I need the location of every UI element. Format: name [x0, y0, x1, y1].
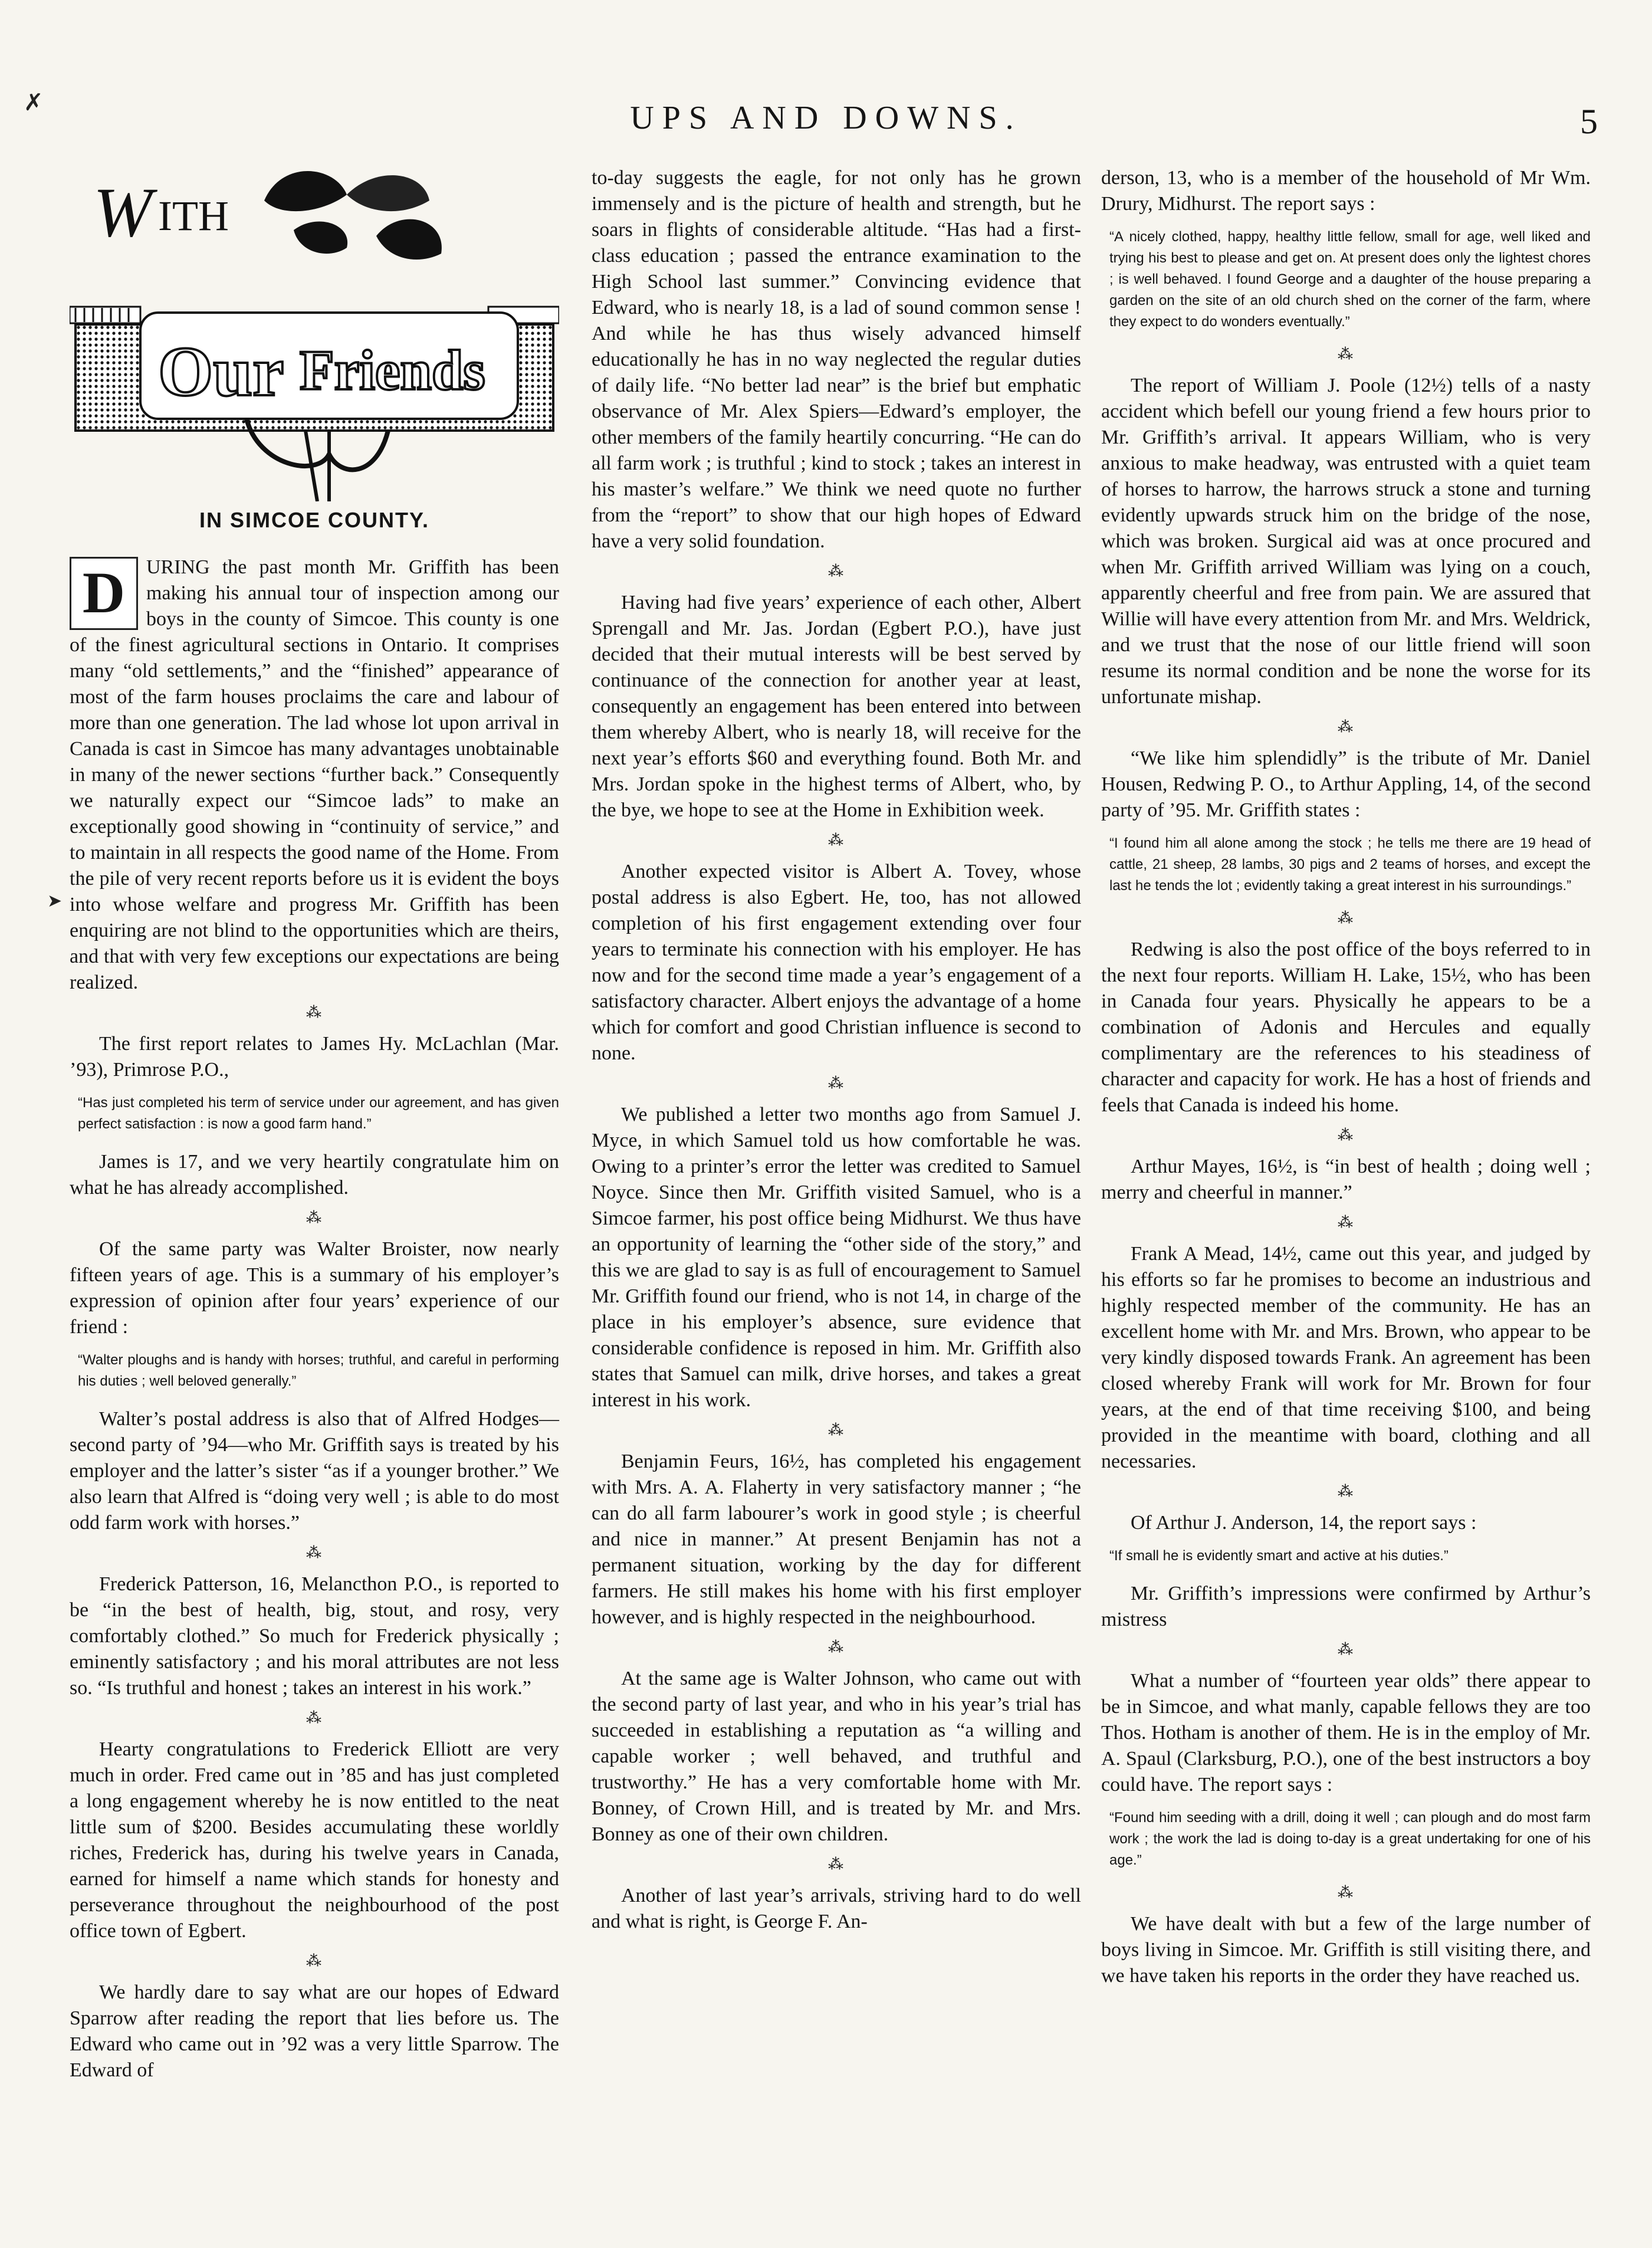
asterism-icon: ⁂: [828, 1856, 845, 1873]
asterism-icon: ⁂: [306, 1709, 323, 1727]
asterism-icon: ⁂: [1338, 1127, 1354, 1144]
paragraph: Benjamin Feurs, 16½, has completed his engagement with Mrs. A. A. Flaherty in very satisfactory manner ; “he can do all farm labourer’s work in good style ; is cheerful and nice in manner.” At present Benjamin has not a permanent situation, working by the day for different farmers. He still makes his home with his first employer however, and is highly respected in the neighbourhood.: [592, 1450, 1081, 1628]
paragraph: James is 17, and we very heartily congratulate him on what he has already accomplished.: [70, 1151, 559, 1199]
asterism-icon: ⁂: [306, 1544, 323, 1561]
asterism-icon: ⁂: [1338, 1214, 1354, 1231]
asterism-icon: ⁂: [1338, 1641, 1354, 1658]
quotation: “Has just completed his term of service under our agreement, and has given perfect satisfaction : is now a good farm hand.”: [78, 1095, 559, 1132]
margin-arrow-icon: ➤: [47, 891, 63, 911]
paragraph: What a number of “fourteen year olds” there appear to be in Simcoe, and what manly, capable fellows they are too Thos. Hotham is another of them. He is in the employ of Mr. A. Spaul (Clarksburg, P.O.), one of the best instructors a boy could have. The report says :: [1101, 1670, 1591, 1796]
paragraph: URING the past month Mr. Griffith has been making his annual tour of inspection among our boys in the county of Simcoe. This county is one of the finest agricultural sections in Ontario. It comprises many “old settlements,” and the “finished” appearance of most of the farm houses proclaims the care and labour of more than one generation. The lad whose lot upon arrival in Canada is cast in Simcoe has many advantages unobtainable in many of the newer sections “further back.” Consequently we naturally expect our “Simcoe lads” to make an exceptionally good showing in “continuity of service,” and to maintain in all respects the good name of the Home. From the pile of very recent reports before us it is evident the boys into whose welfare and progress Mr. Griffith has been enquiring are not blind to the opportunities which are theirs, and that with very few exceptions our expectations are being realized.: [70, 556, 559, 993]
asterism-icon: ⁂: [828, 1422, 845, 1439]
paragraph: At the same age is Walter Johnson, who came out with the second party of last year, and who in his year’s trial has succeeded in establishing a reputation as “a willing and capable worker ; well behaved, and truthful and trustworthy.” He has a very comfortable home with Mr. Bonney, of Crown Hill, and is treated by Mr. and Mrs. Bonney as one of their own children.: [592, 1668, 1081, 1845]
paragraph: We published a letter two months ago from Samuel J. Myce, in which Samuel told us how comfortable he was. Owing to a printer’s error the letter was credited to Samuel Noyce. Since then Mr. Griffith visited Samuel, who is a Simcoe farmer, his post office being Midhurst. We thus have an opportunity of learning the “other side of the story,” and this we are glad to say is as full of encouragement to Samuel Mr. Griffith found our friend, who is not 14, in charge of the place in his employer’s absence, sure evidence that considerable confidence is reposed in him. Mr. Griffith also states that Samuel can milk, drive horses, and takes a great interest in his work.: [592, 1104, 1081, 1411]
paragraph: to-day suggests the eagle, for not only has he grown immensely and is the picture of health and strength, but he soars in flights of considerable altitude. “Has had a first-class education ; passed the entrance examination to the High School last summer.” Convincing evidence that Edward, who is nearly 18, is a lad of sound common sense ! And while he has thus wisely advanced himself educationally he has in no way neglected the regular duties of daily life. “No better lad near” is the brief but emphatic observance of Mr. Alex Spiers—Edward’s employer, the other members of the family heartily concurring. “He can do all farm work ; is truthful ; kind to stock ; takes an interest in his master’s welfare.” We think we need quote no further from the “report” to show that our high hopes of Edward have a very solid foundation.: [592, 167, 1081, 552]
margin-mark-icon: ✗: [24, 89, 44, 116]
paragraph: Mr. Griffith’s impressions were confirmed by Arthur’s mistress: [1101, 1583, 1591, 1630]
paragraph: derson, 13, who is a member of the household of Mr Wm. Drury, Midhurst. The report says :: [1101, 167, 1591, 215]
asterism-icon: ⁂: [306, 1209, 323, 1226]
paragraph: The first report relates to James Hy. McLachlan (Mar. ’93), Primrose P.O.,: [70, 1033, 559, 1081]
asterism-icon: ⁂: [828, 563, 845, 580]
paragraph: Another of last year’s arrivals, striving hard to do well and what is right, is George F. An-: [592, 1885, 1081, 1932]
svg-text:W: W: [93, 173, 152, 251]
paragraph: Walter’s postal address is also that of Alfred Hodges—second party of ’94—who Mr. Griffith says is treated by his employer and the latter’s sister “as if a younger brother.” We also learn that Alfred is “doing very well ; is able to do most odd farm work with horses.”: [70, 1408, 559, 1534]
paragraph: We hardly dare to say what are our hopes of Edward Sparrow after reading the report that lies before us. The Edward who came out in ’92 was a very little Sparrow. The Edward of: [70, 1981, 559, 2081]
paragraph: “We like him splendidly” is the tribute of Mr. Daniel Housen, Redwing P. O., to Arthur Appling, 14, of the second party of ’95. Mr. Griffith states :: [1101, 747, 1591, 821]
paragraph: Frank A Mead, 14½, came out this year, and judged by his efforts so far he promises to become an industrious and highly respected member of the community. He has an excellent home with Mr. and Mrs. Brown, who appear to be very kindly disposed towards Frank. An agreement has been closed whereby Frank will work for Mr. Brown for four years, at the end of that time receiving $100, and being provided in the meantime with board, clothing and all necessaries.: [1101, 1243, 1591, 1472]
banner-illustration: [70, 147, 559, 501]
quotation: “Walter ploughs and is handy with horses; truthful, and careful in performing his duties ; well beloved generally.”: [78, 1352, 559, 1389]
asterism-icon: ⁂: [1338, 1884, 1354, 1901]
asterism-icon: ⁂: [1338, 346, 1354, 363]
paragraph: Arthur Mayes, 16½, is “in best of health ; doing well ; merry and cheerful in manner.”: [1101, 1156, 1591, 1203]
paragraph: Frederick Patterson, 16, Melancthon P.O., is reported to be “in the best of health, big, stout, and rosy, very comfortably clothed.” So much for Frederick physically ; eminently satisfactory ; and his moral attributes are not less so. “Is truthful and honest ; takes an interest in his work.”: [70, 1573, 559, 1699]
quotation: “I found him all alone among the stock ; he tells me there are 19 head of cattle, 21 sheep, 28 lambs, 30 pigs and 2 teams of horses, and except the last he tends the lot ; evidently taking a great interest in his surroundings.”: [1109, 835, 1591, 894]
asterism-icon: ⁂: [1338, 1483, 1354, 1500]
asterism-icon: ⁂: [828, 832, 845, 849]
paragraph: Another expected visitor is Albert A. Tovey, whose postal address is also Egbert. He, too, has not allowed completion of his first engagement extending over four years to terminate his connection with his employer. He has now and for the second time made a year’s engagement of a satisfactory character. Albert enjoys the advantage of a home which for comfort and good Christian influence is second to none.: [592, 861, 1081, 1064]
asterism-icon: ⁂: [828, 1075, 845, 1092]
paragraph: Having had five years’ experience of each other, Albert Sprengall and Mr. Jas. Jordan (Egbert P.O.), have just decided that their mutual interests will be best served by continuance of the connection for another year at least, consequently an engagement has been entered into between them whereby Albert, who is nearly 18, will receive for the next year’s efforts $60 and everything found. Both Mr. and Mrs. Jordan spoke in the highest terms of Albert, who, by the bye, we hope to see at the Home in Exhibition week.: [592, 592, 1081, 821]
column-1: [70, 147, 559, 2093]
paragraph: We have dealt with but a few of the large number of boys living in Simcoe. Mr. Griffith is still visiting there, and we have taken his reports in the order they have reached us.: [1101, 1913, 1591, 1987]
quotation: “If small he is evidently smart and active at his duties.”: [1109, 1548, 1449, 1564]
paragraph: Hearty congratulations to Frederick Elliott are very much in order. Fred came out in ’85 and has just completed a long engagement whereby he is now entitled to the neat little sum of $200. Besides accumulating these worldly riches, Frederick has, during his twelve years in Canada, earned for himself a name which stands for honesty and perseverance throughout the neighbourhood of the post office town of Egbert.: [70, 1738, 559, 1942]
asterism-icon: ⁂: [1338, 718, 1354, 736]
paragraph: Redwing is also the post office of the boys referred to in the next four reports. William H. Lake, 15½, who has been in Canada four years. Physically he appears to be a combination of Adonis and Hercules and equally complimentary are the references to his steadiness of character and capacity for work. He has a host of friends and feels that Canada is indeed his home.: [1101, 938, 1591, 1116]
asterism-icon: ⁂: [306, 1952, 323, 1970]
svg-text:ITH: ITH: [158, 192, 229, 239]
running-head: UPS AND DOWNS.: [630, 100, 1022, 136]
section-subtitle: IN SIMCOE COUNTY.: [199, 508, 430, 532]
paragraph: Of Arthur J. Anderson, 14, the report says :: [1131, 1512, 1477, 1534]
asterism-icon: ⁂: [306, 1004, 323, 1021]
svg-text:Friends: Friends: [300, 339, 485, 402]
drop-cap: D: [70, 557, 138, 630]
asterism-icon: ⁂: [828, 1639, 845, 1656]
column-3: [1101, 165, 1591, 1998]
paragraph: The report of William J. Poole (12½) tells of a nasty accident which befell our young friend a few hours prior to Mr. Griffith’s arrival. It appears William, who is very anxious to make headway, was entrusted with a quiet team of horses to harrow, the harrows struck a stone and turning evidently upwards struck him on the bridge of the nose, which was broken. Surgical aid was at once procured and when Mr. Griffith arrived William was lying on a couch, apparently cheerful and free from pain. We are assured that Willie will have every attention from Mr. and Mrs. Weldrick, and we trust that the nose of our little friend will soon resume its normal condition and be none the worse for its unfortunate mishap.: [1101, 375, 1591, 708]
quotation: “Found him seeding with a drill, doing it well ; can plough and do most farm work ; the work the lad is doing to-day is a great undertaking for one of his age.”: [1109, 1810, 1591, 1868]
paragraph: Of the same party was Walter Broister, now nearly fifteen years of age. This is a summary of his employer’s expression of opinion after four years’ experience of our friend :: [70, 1238, 559, 1338]
with-our-friends-banner-icon: [70, 147, 559, 501]
quotation: “A nicely clothed, happy, healthy little fellow, small for age, well liked and trying his best to please and get on. At present does only the lightest chores ; is well behaved. I found George and a daughter of the house preparing a garden on the site of an old church shed on the corner of the farm, where they expect to do wonders eventually.”: [1109, 229, 1591, 330]
svg-text:Our: Our: [158, 332, 284, 411]
asterism-icon: ⁂: [1338, 910, 1354, 927]
column-2: [592, 165, 1081, 1944]
page-number: 5: [1580, 102, 1598, 141]
